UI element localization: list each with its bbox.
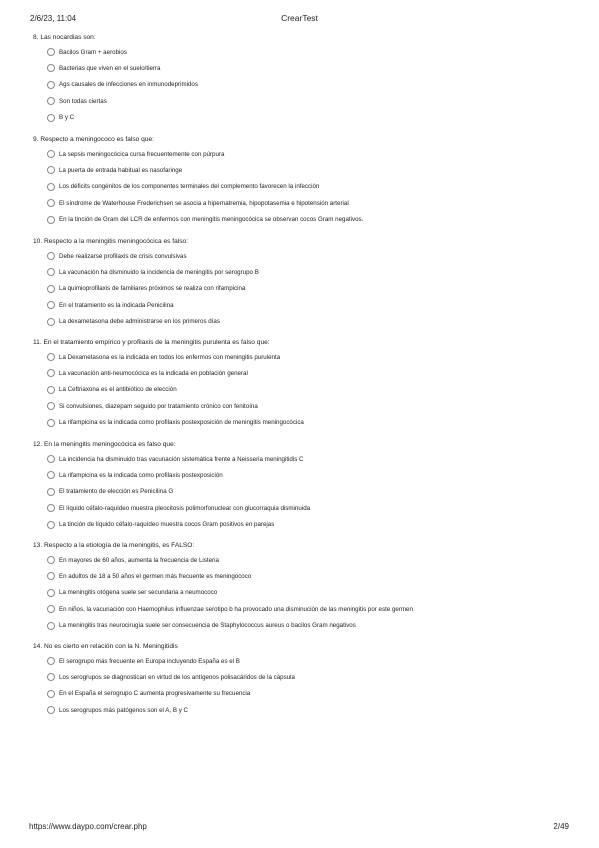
radio-button[interactable]	[47, 97, 55, 105]
answer-option[interactable]	[47, 470, 223, 480]
answer-option[interactable]	[47, 352, 280, 362]
radio-button[interactable]	[47, 706, 55, 714]
radio-button[interactable]	[47, 657, 55, 665]
answer-option[interactable]	[47, 385, 177, 395]
radio-button[interactable]	[47, 589, 55, 597]
answer-option-label: La puerta de entrada habitual es nasofaringe	[59, 166, 183, 174]
answer-option[interactable]	[47, 47, 127, 57]
answer-option-label: Si convulsiones, diazepam seguido por tratamiento crónico con fenitoína	[59, 402, 258, 410]
answer-option-label: En mayores de 60 años, aumenta la frecuencia de Listeria	[59, 556, 219, 564]
answer-option[interactable]	[47, 503, 310, 513]
answer-option-label: El tratamiento de elección es Penicilina G	[59, 488, 174, 496]
answer-option[interactable]	[47, 198, 349, 208]
answer-option[interactable]	[47, 317, 220, 327]
answer-option[interactable]	[47, 705, 188, 715]
answer-option-label: La tinción de líquido céfalo-raquídeo muestra cocos Gram positivos en parejas	[59, 521, 275, 529]
answer-option-label: La quimioprofilaxis de familiares próximos se realiza con rifampicina	[59, 285, 246, 293]
radio-button[interactable]	[47, 64, 55, 72]
radio-button[interactable]	[47, 690, 55, 698]
answer-option[interactable]	[47, 656, 240, 666]
answer-option-label: La sepsis meningocócica cursa frecuentemente con púrpura	[59, 150, 225, 158]
answer-option-label: La meningitis otógena suele ser secundaria a neumococo	[59, 589, 218, 597]
radio-button[interactable]	[47, 402, 55, 410]
answer-option-label: Ags causales de infecciones en inmunodeprimidos	[59, 81, 198, 89]
answer-option[interactable]	[47, 418, 304, 428]
answer-option-label: La meningitis tras neurocirugía suele ser consecuencia de Staphylococcus aureus o bacilos Gram negativos	[59, 622, 356, 630]
header-date: 2/6/23, 11:04	[30, 14, 77, 23]
radio-button[interactable]	[47, 166, 55, 174]
answer-option[interactable]	[47, 401, 258, 411]
answer-option[interactable]	[47, 215, 363, 225]
answer-option[interactable]	[47, 267, 259, 277]
question-title: 12. En la meningitis meningocócica es falso que:	[33, 441, 176, 448]
radio-button[interactable]	[47, 673, 55, 681]
answer-option[interactable]	[47, 555, 219, 565]
answer-option-label: B y C	[59, 114, 75, 122]
radio-button[interactable]	[47, 268, 55, 276]
question-title: 14. No es cierto en relación con la N. Meningitidis	[33, 643, 178, 650]
answer-option[interactable]	[47, 149, 224, 159]
answer-option-label: El serogrupo más frecuente en Europa incluyendo España es el B	[59, 657, 240, 665]
answer-option-label: Bacilos Gram + aerobios	[59, 48, 127, 56]
answer-option-label: Debe realizarse profilaxis de crisis convulsivas	[59, 252, 187, 260]
question-title: 10. Respecto a la meningitis meningocócica es falso:	[33, 238, 189, 245]
radio-button[interactable]	[47, 48, 55, 56]
answer-option[interactable]	[47, 113, 74, 123]
radio-button[interactable]	[47, 183, 55, 191]
radio-button[interactable]	[47, 419, 55, 427]
answer-option[interactable]	[47, 621, 356, 631]
radio-button[interactable]	[47, 488, 55, 496]
answer-option[interactable]	[47, 165, 182, 175]
radio-button[interactable]	[47, 556, 55, 564]
answer-option-label: La incidencia ha disminuido tras vacunación sistemática frente a Neisseria meningitidis C	[59, 455, 304, 463]
answer-option-label: La dexametasona debe administrarse en los primeros días	[59, 318, 220, 326]
answer-option-label: En el tratamiento es la indicada Penicilina	[59, 301, 174, 309]
answer-option[interactable]	[47, 182, 319, 192]
header-title: CrearTest	[281, 13, 318, 23]
footer-url: https://www.daypo.com/crear.php	[29, 822, 147, 831]
radio-button[interactable]	[47, 150, 55, 158]
answer-option-label: El líquido céfalo-raquídeo muestra pleocitosis polimorfonuclear con glucorraquia disminuida	[59, 504, 311, 512]
radio-button[interactable]	[47, 622, 55, 630]
answer-option-label: Son todas ciertas	[59, 97, 107, 105]
radio-button[interactable]	[47, 605, 55, 613]
radio-button[interactable]	[47, 301, 55, 309]
question-title: 13. Respecto a la etiología de la meningitis, es FALSO:	[33, 542, 195, 549]
radio-button[interactable]	[47, 252, 55, 260]
answer-option-label: Los serogrupos más patógenos son el A, B y C	[59, 706, 188, 714]
answer-option-label: Los serogrupos se diagnostican en virtud de los antígenos polisacáridos de la cápsula	[59, 673, 295, 681]
answer-option[interactable]	[47, 604, 413, 614]
answer-option[interactable]	[47, 251, 187, 261]
radio-button[interactable]	[47, 114, 55, 122]
answer-option[interactable]	[47, 689, 250, 699]
answer-option-label: La vacunación anti-neumocócica es la indicada en población general	[59, 369, 248, 377]
answer-option[interactable]	[47, 454, 304, 464]
answer-option[interactable]	[47, 571, 251, 581]
answer-option-label: La vacunación ha disminuido la incidencia de meningitis por serogrupo B	[59, 268, 259, 276]
radio-button[interactable]	[47, 318, 55, 326]
answer-option-label: Bacterias que viven en el suelo/tierra	[59, 64, 161, 72]
answer-option-label: En la tinción de Gram del LCR de enfermos con meningitis meningocócica se observan cocos Gram negativos.	[59, 216, 364, 224]
question-title: 11. En el tratamiento empírico y profilaxis de la meningitis purulenta es falso que:	[33, 339, 270, 346]
radio-button[interactable]	[47, 353, 55, 361]
radio-button[interactable]	[47, 572, 55, 580]
answer-option[interactable]	[47, 672, 295, 682]
answer-option-label: La rifampicina es la indicada como profilaxis postexposición de meningitis meningocócica	[59, 419, 304, 427]
radio-button[interactable]	[47, 199, 55, 207]
answer-option[interactable]	[47, 284, 245, 294]
answer-option[interactable]	[47, 368, 248, 378]
radio-button[interactable]	[47, 285, 55, 293]
answer-option-label: En adultos de 18 a 50 años el germen más frecuente es meningococo	[59, 572, 252, 580]
radio-button[interactable]	[47, 504, 55, 512]
answer-option-label: En el España el serogrupo C aumenta progresivamente su frecuencia	[59, 690, 251, 698]
radio-button[interactable]	[47, 455, 55, 463]
answer-option-label: El síndrome de Waterhouse Frederichsen se asocia a hipernatremia, hipopotasemia e hipotensión arterial	[59, 199, 349, 207]
answer-option-label: La rifampicina es la indicada como profilaxis postexposición	[59, 471, 223, 479]
answer-option[interactable]	[47, 63, 160, 73]
answer-option-label: Los déficits congénitos de los componentes terminales del complemento favorecen la infección	[59, 183, 320, 191]
answer-option-label: La Dexametasona es la indicada en todos los enfermos con meningitis purulenta	[59, 353, 281, 361]
radio-button[interactable]	[47, 521, 55, 529]
question-title: 9. Respecto a meningococo es falso que:	[33, 136, 154, 143]
radio-button[interactable]	[47, 386, 55, 394]
answer-option[interactable]	[47, 300, 174, 310]
footer-page-number: 2/49	[553, 822, 569, 831]
answer-option[interactable]	[47, 520, 274, 530]
answer-option[interactable]	[47, 96, 107, 106]
radio-button[interactable]	[47, 471, 55, 479]
answer-option[interactable]	[47, 487, 173, 497]
answer-option-label: En niños, la vacunación con Haemophilus influenzae serotipo b ha provocado una disminución de las meningitis por este germen	[59, 605, 413, 613]
radio-button[interactable]	[47, 216, 55, 224]
answer-option-label: La Ceftriaxona es el antibiótico de elección	[59, 386, 177, 394]
answer-option[interactable]	[47, 588, 217, 598]
radio-button[interactable]	[47, 369, 55, 377]
question-title: 8. Las nocardias son:	[33, 34, 96, 41]
answer-option[interactable]	[47, 80, 198, 90]
radio-button[interactable]	[47, 81, 55, 89]
